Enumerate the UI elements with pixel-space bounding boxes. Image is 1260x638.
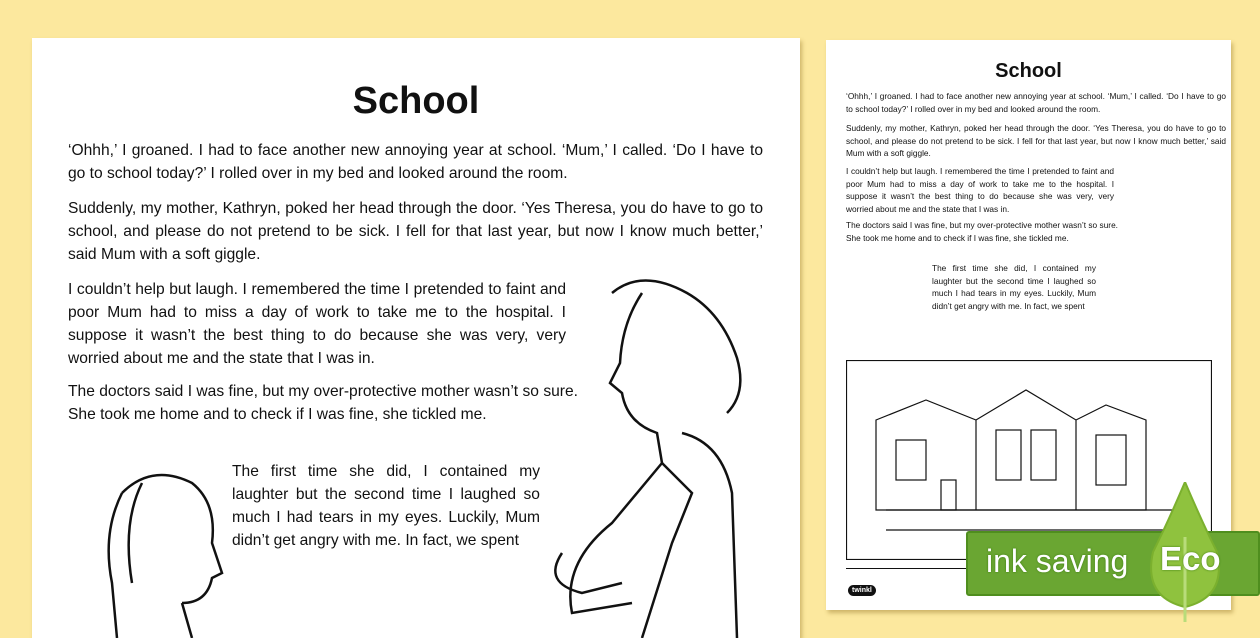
paragraph-3-small: I couldn’t help but laugh. I remembered the time I pretended to faint and poor Mum had to miss a day of work to take me to the hospital. I suppose it wasn’t the best thing to do because she was very, very worried about me and the state that I was in. (846, 166, 1114, 214)
eco-label: Eco (1160, 540, 1221, 577)
paragraph-1-small: ‘Ohhh,’ I groaned. I had to face another new annoying year at school. ‘Mum,’ I called. ‘Do I have to go to school today?’ I rolled over in my bed and looked around the room. (846, 91, 1226, 114)
paragraph-2: Suddenly, my mother, Kathryn, poked her head through the door. ‘Yes Theresa, you do have to go to school, and please do not pretend to be sick. I fell for that last year, but now I know much better,’ said Mum with a soft giggle. (68, 200, 763, 263)
paragraph-3: I couldn’t help but laugh. I remembered the time I pretended to faint and poor Mum had to miss a day of work to take me to the hospital. I suppose it wasn’t the best thing to do because she was very, very worried about me and the state that I was in. (68, 281, 566, 367)
mother-illustration (522, 263, 752, 638)
worksheet-title: School (352, 80, 480, 122)
worksheet-preview-large (32, 38, 800, 638)
paragraph-2-small: Suddenly, my mother, Kathryn, poked her head through the door. ‘Yes Theresa, you do have to go to school, and please do not pretend to be sick. I fell for that last year, but now I know much better,’ said Mum with a soft giggle. (846, 123, 1226, 159)
paragraph-4: The doctors said I was fine, but my over-protective mother wasn’t so sure. She took me home and to check if I was fine, she tickled me. (68, 383, 578, 423)
paragraph-1: ‘Ohhh,’ I groaned. I had to face another new annoying year at school. ‘Mum,’ I called. ‘Do I have to go to school today?’ I rolled over in my bed and looked around the room. (68, 142, 763, 182)
paragraph-5-small: The first time she did, I contained my laughter but the second time I laughed so much I had tears in my eyes. Luckily, Mum didn’t get angry with me. In fact, we spent (932, 263, 1096, 311)
girl-illustration (92, 463, 232, 638)
paragraph-4-small: The doctors said I was fine, but my over-protective mother wasn’t so sure. She took me home and to check if I was fine, she tickled me. (846, 220, 1118, 243)
twinkl-logo: twinkl (848, 585, 876, 596)
ink-saving-text: ink saving (986, 543, 1129, 579)
worksheet-title-small: School (995, 60, 1062, 82)
paragraph-5: The first time she did, I contained my laughter but the second time I laughed so much I had tears in my eyes. Luckily, Mum didn’t get angry with me. In fact, we spent (232, 463, 540, 549)
